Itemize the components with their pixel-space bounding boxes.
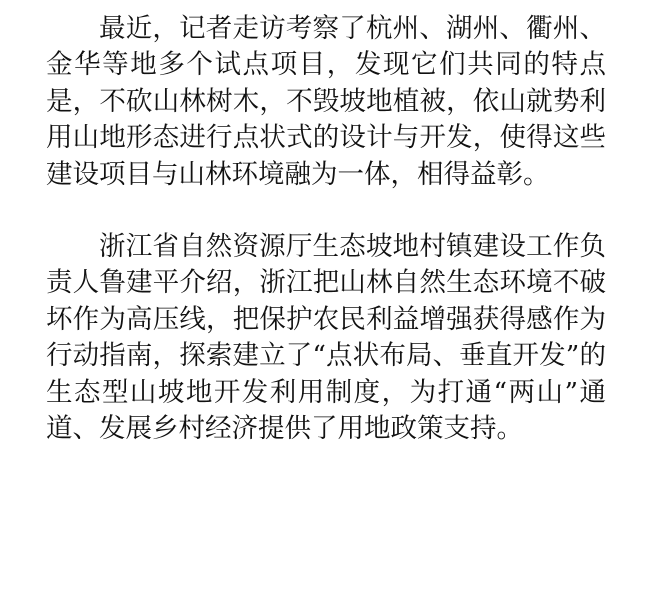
article-body xyxy=(46,11,606,447)
article-paragraph-2: 浙江省自然资源厅生态坡地村镇建设工作负责人鲁建平介绍，浙江把山林自然生态环境不破坏作为高压线，把保护农民利益增强获得感作为行动指南，探索建立了“点状布局、垂直开发”的生态型山坡地开发利用制度，为打通“两山”通道、发展乡村经济提供了用地政策支持。 xyxy=(46,231,606,445)
article-paragraph-1: 最近，记者走访考察了杭州、湖州、衢州、金华等地多个试点项目，发现它们共同的特点是，不砍山林树木，不毁坡地植被，依山就势利用山地形态进行点状式的设计与开发，使得这些建设项目与山林环境融为一体，相得益彰。 xyxy=(46,13,606,190)
